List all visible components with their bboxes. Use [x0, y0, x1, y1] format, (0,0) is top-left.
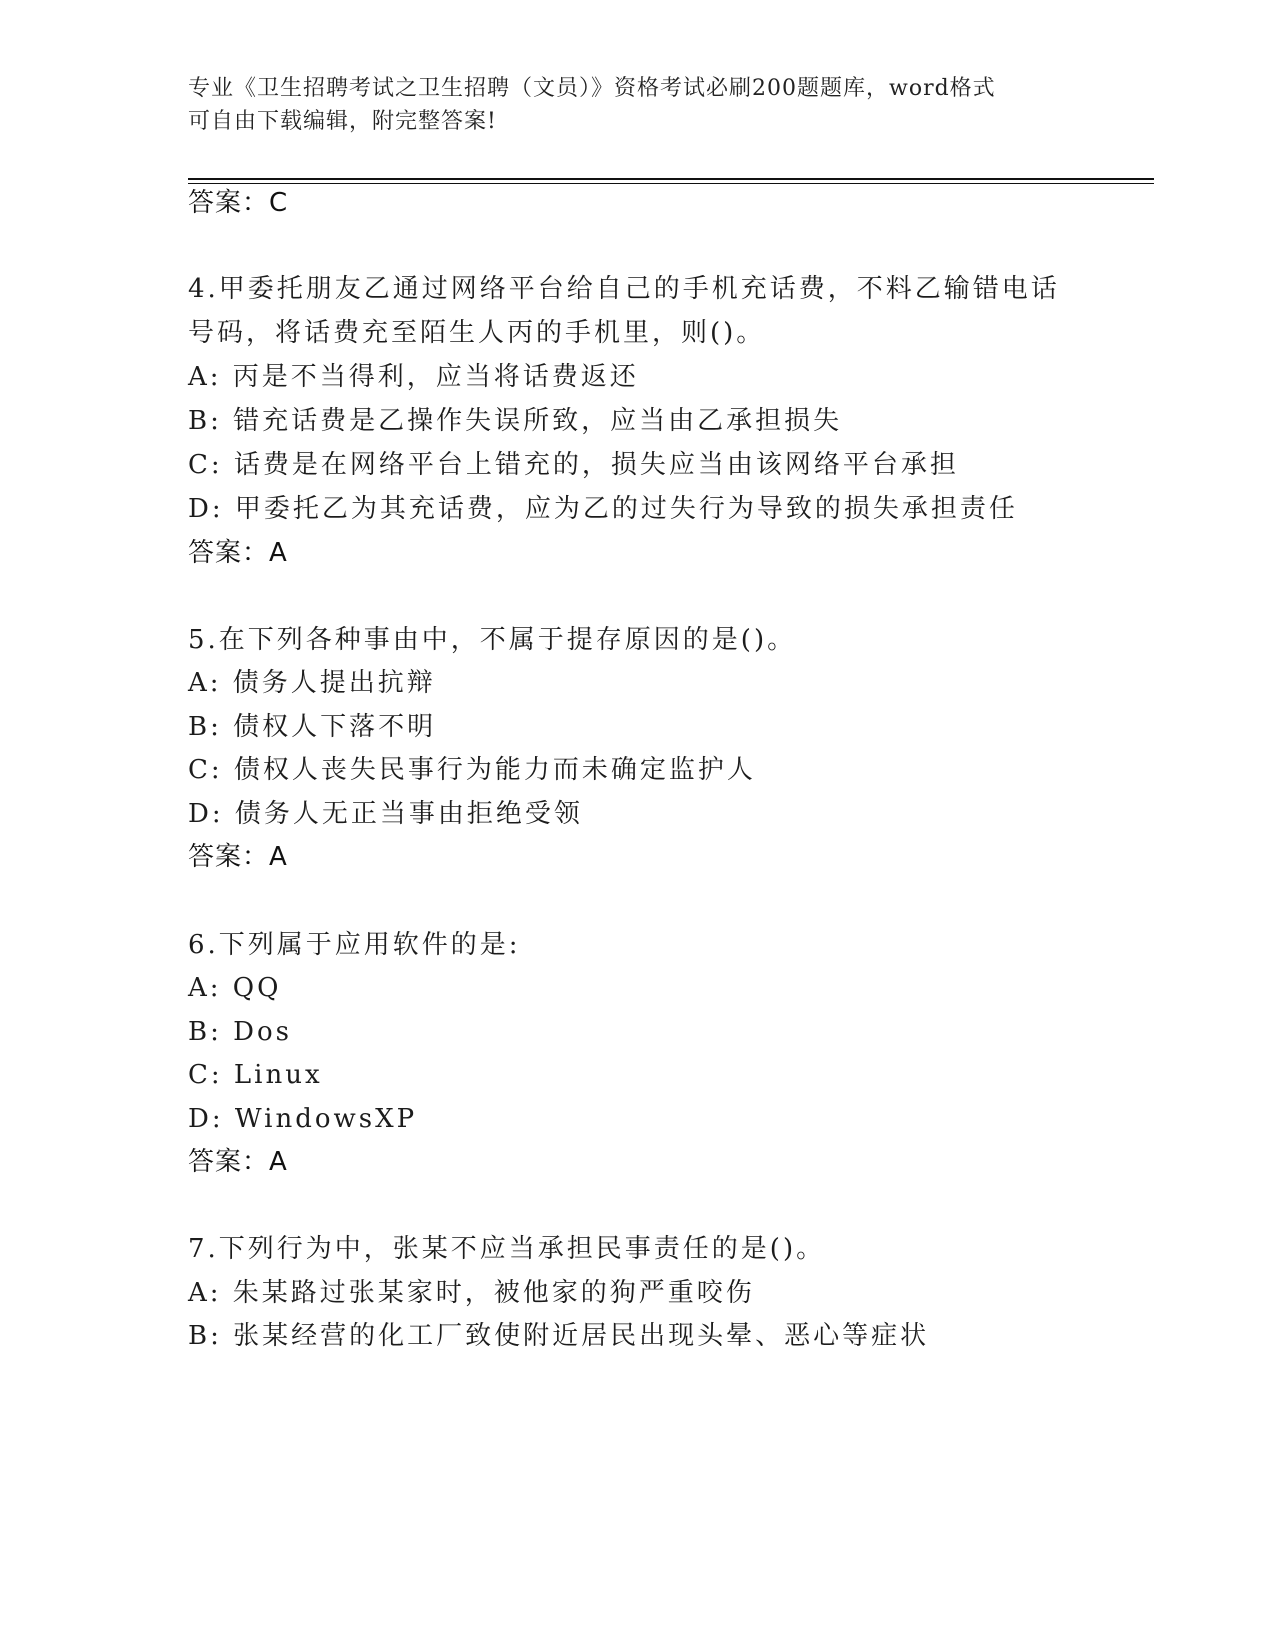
question-4-option-c: C: 话费是在网络平台上错充的，损失应当由该网络平台承担 — [188, 450, 959, 480]
question-4-stem-line-2: 号码，将话费充至陌生人丙的手机里，则()。 — [188, 318, 766, 348]
question-6-option-b: B: Dos — [188, 1017, 292, 1047]
question-5-option-c: C: 债权人丧失民事行为能力而未确定监护人 — [188, 755, 756, 785]
question-5-stem-line-1: 5.在下列各种事由中，不属于提存原因的是()。 — [188, 625, 797, 655]
question-6-option-c: C: Linux — [188, 1060, 323, 1090]
question-6-option-d: D: WindowsXP — [188, 1104, 418, 1134]
question-7-option-b: B: 张某经营的化工厂致使附近居民出现头晕、恶心等症状 — [188, 1321, 930, 1351]
question-4-option-a: A: 丙是不当得利，应当将话费返还 — [188, 362, 639, 392]
header-line-2: 可自由下载编辑，附完整答案! — [188, 109, 497, 134]
question-4-option-b: B: 错充话费是乙操作失误所致，应当由乙承担损失 — [188, 406, 843, 436]
question-4-answer: 答案：A — [188, 538, 288, 568]
question-5-answer: 答案：A — [188, 842, 288, 872]
header-divider-thick — [188, 178, 1154, 180]
question-5-option-b: B: 债权人下落不明 — [188, 712, 437, 742]
question-7-option-a: A: 朱某路过张某家时，被他家的狗严重咬伤 — [188, 1278, 755, 1308]
answer-previous: 答案：C — [188, 188, 289, 218]
question-4-stem-line-1: 4.甲委托朋友乙通过网络平台给自己的手机充话费，不料乙输错电话 — [188, 274, 1060, 304]
question-7-stem-line-1: 7.下列行为中，张某不应当承担民事责任的是()。 — [188, 1234, 826, 1264]
question-5-option-a: A: 债务人提出抗辩 — [188, 668, 436, 698]
question-6-option-a: A: QQ — [188, 973, 282, 1003]
question-4-option-d: D: 甲委托乙为其充话费，应为乙的过失行为导致的损失承担责任 — [188, 494, 1018, 524]
document-header — [188, 72, 1088, 138]
header-divider-thin — [188, 183, 1154, 184]
question-6-stem-line-1: 6.下列属于应用软件的是: — [188, 930, 521, 960]
header-line-1: 专业《卫生招聘考试之卫生招聘（文员）》资格考试必刷200题题库，word格式 — [188, 76, 996, 101]
question-6-answer: 答案：A — [188, 1147, 288, 1177]
question-5-option-d: D: 债务人无正当事由拒绝受领 — [188, 799, 583, 829]
